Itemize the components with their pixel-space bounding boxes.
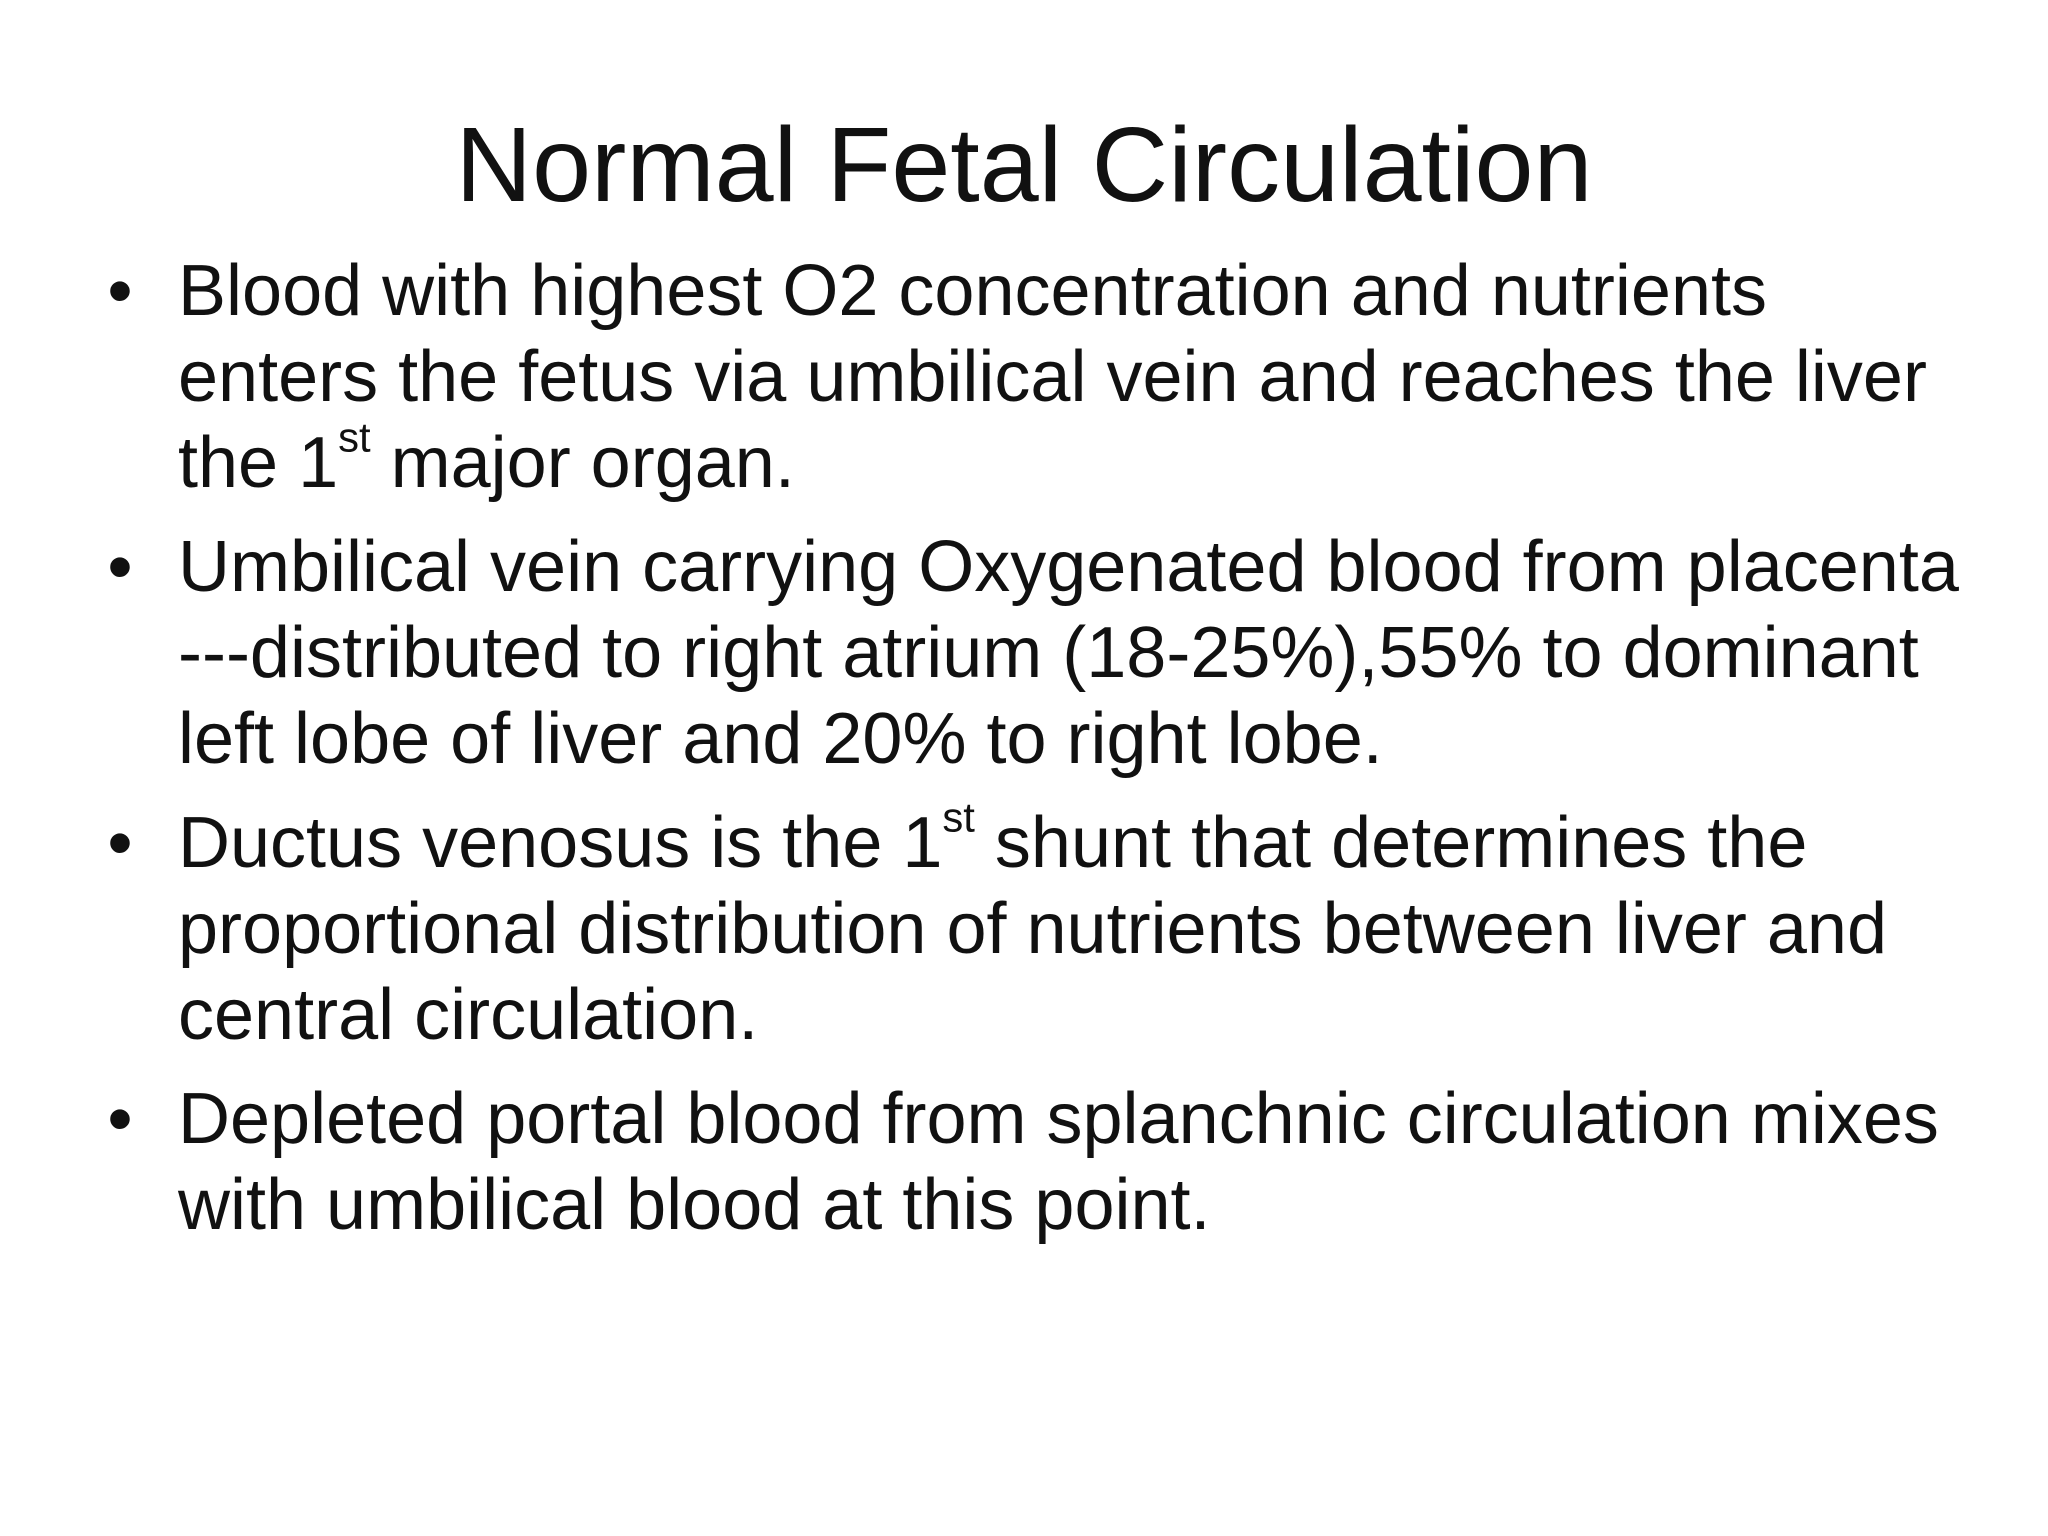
bullet-item-4 [100, 1076, 1980, 1248]
bullet-text-part: major organ. [370, 423, 795, 503]
bullet-text: Depleted portal blood from splanchnic circulation mixes with umbilical blood at this point. [178, 1079, 1939, 1245]
bullet-marker: • [107, 527, 133, 607]
bullet-marker: • [107, 251, 133, 331]
bullet-item-2 [100, 524, 1980, 782]
bullet-marker: • [107, 1079, 133, 1159]
bullet-text-part: Ductus venosus is the 1 [178, 803, 943, 883]
bullet-text: Umbilical vein carrying Oxygenated blood from placenta ---distributed to right atrium (18-25%),55% to dominant left lobe of liver and 20% to right lobe. [178, 527, 1959, 779]
bullet-text-part: Blood with highest O2 concentration and nutrients enters the fetus via umbilical vein and reaches the liver the 1 [178, 251, 1927, 503]
bullet-text-part: shunt that determines the proportional distribution of nutrients between liver and central circulation. [178, 803, 1888, 1055]
bullet-list [100, 248, 1980, 1266]
ordinal-superscript: st [942, 793, 975, 841]
slide-title: Normal Fetal Circulation [455, 106, 1593, 224]
ordinal-superscript: st [338, 413, 371, 461]
bullet-marker: • [107, 803, 133, 883]
bullet-item-3 [100, 793, 1980, 1058]
bullet-item-1 [100, 248, 1980, 506]
